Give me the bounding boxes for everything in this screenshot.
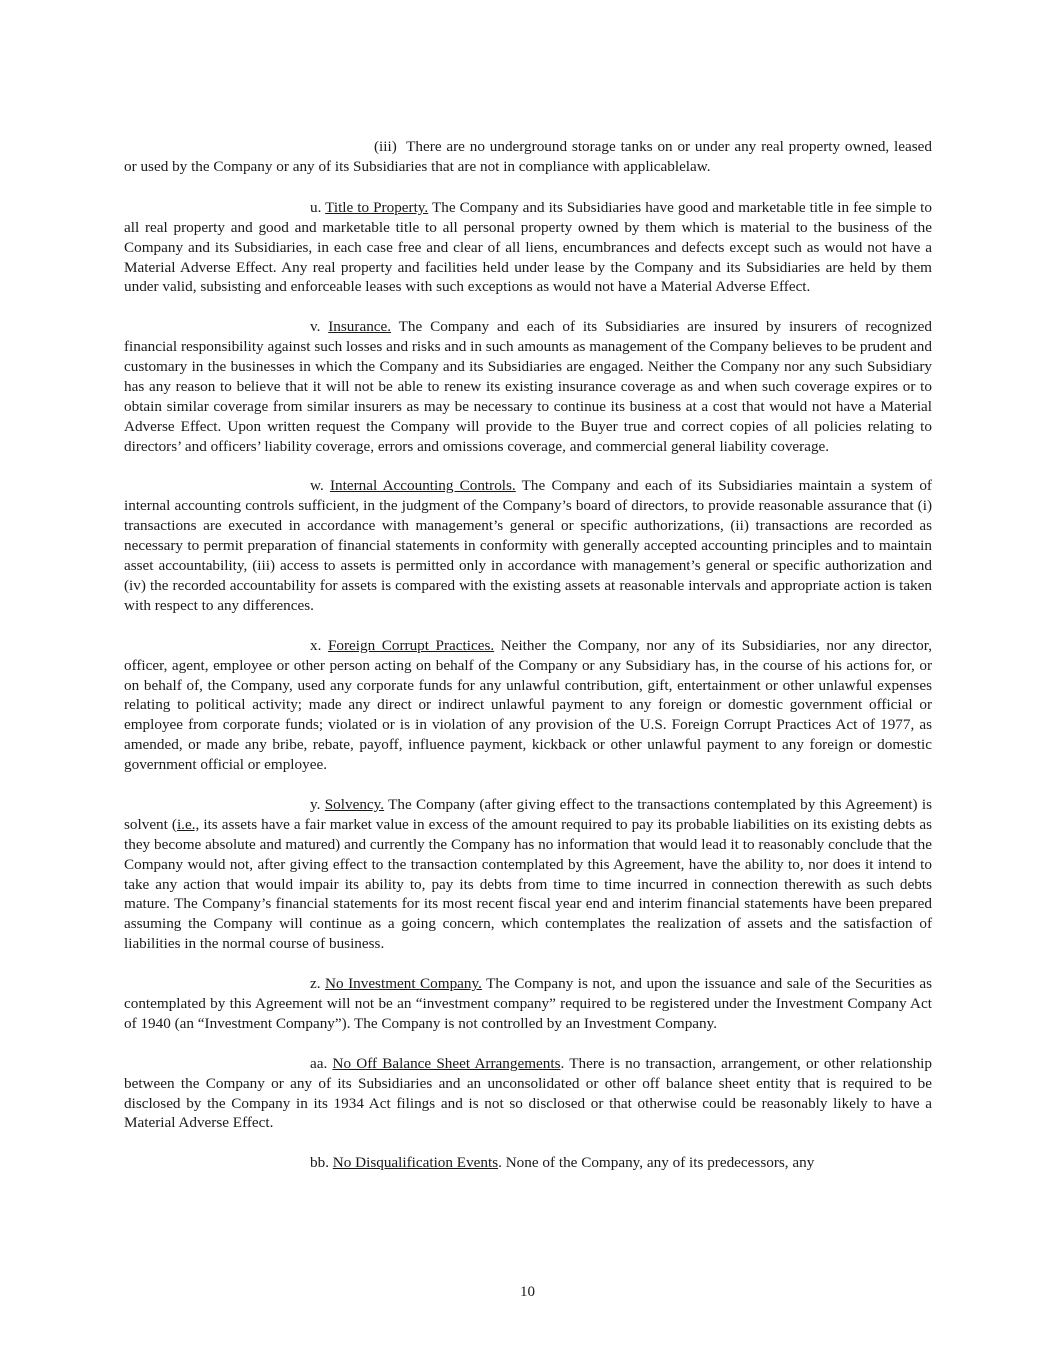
paragraph-aa (124, 1054, 932, 1134)
paragraph-text: The Company and its Subsidiaries have good and marketable title in fee simple to all real property and good and marketable title to all personal property owned by them which is material to the business of the Company and its Subsidiaries, in each case free and clear of all liens, encumbrances and defects except such as would not have a Material Adverse Effect. Any real property and facilities held under lease by the Company and its Subsidiaries are held by them under valid, subsisting and enforceable leases with such exceptions as would not have a Material Adverse Effect. (124, 198, 932, 296)
paragraph-text: The Company is not, and upon the issuance and sale of the Securities as contemplated by this Agreement will not be an “investment company” required to be registered under the Investment Company Act of 1940 (an “Investment Company”). The Company is not controlled by an Investment Company. (124, 975, 933, 1032)
paragraph-label: aa. (310, 1054, 328, 1072)
paragraph-text: . There is no transaction, arrangement, or other relationship between the Company or any of its Subsidiaries and an unconsolidated or other off balance sheet entity that is required to be disclosed by the Company in its 1934 Act filings and is not so disclosed or that otherwise could be reasonably likely to have a Material Adverse Effect. (124, 1054, 932, 1132)
section-heading-insurance: Insurance. (328, 318, 392, 336)
paragraph-iii (124, 137, 932, 177)
paragraph-text-before: The Company (after giving effect to the transactions contemplated by this Agreement) is solvent ( (124, 795, 933, 833)
paragraph-label: x. (310, 636, 322, 654)
paragraph-bb (124, 1153, 932, 1173)
ie-abbreviation: i.e., (176, 815, 200, 833)
paragraph-label: z. (310, 975, 321, 993)
section-heading-internal-accounting-controls: Internal Accounting Controls. (329, 477, 516, 495)
section-heading-no-off-balance-sheet: No Off Balance Sheet Arrangements (332, 1054, 561, 1072)
section-heading-no-investment-company: No Investment Company. (325, 975, 482, 993)
paragraph-z (124, 974, 932, 1034)
paragraph-label: bb. (310, 1154, 329, 1172)
section-heading-no-disqualification-events: No Disqualification Events (332, 1154, 499, 1172)
paragraph-label: u. (310, 198, 322, 216)
paragraph-label: v. (310, 318, 321, 336)
paragraph-text: Neither the Company, nor any of its Subsidiaries, nor any director, officer, agent, employee or other person acting on behalf of the Company or any Subsidiary has, in the course of his actions for, or on behalf of, the Company, used any corporate funds for any unlawful contribution, gift, entertainment or other unlawful expenses relating to political activity; made any direct or indirect unlawful payment to any foreign or domestic government official or employee from corporate funds; violated or is in violation of any provision of the U.S. Foreign Corrupt Practices Act of 1977, as amended, or made any bribe, rebate, payoff, influence payment, kickback or other unlawful payment to any foreign or domestic government official or employee. (124, 636, 933, 774)
paragraph-text: The Company and each of its Subsidiaries maintain a system of internal accounting controls sufficient, in the judgment of the Company’s board of directors, to provide reasonable assurance that (i) transactions are executed in accordance with management’s general or specific authorizations, (ii) transactions are recorded as necessary to permit preparation of financial statements in conformity with generally accepted accounting principles and to maintain asset accountability, (iii) access to assets is permitted only in accordance with management’s general or specific authorization and (iv) the recorded accountability for assets is compared with the existing assets at reasonable intervals and appropriate action is taken with respect to any differences. (124, 477, 932, 614)
paragraph-v (124, 317, 932, 456)
paragraph-text: There are no underground storage tanks on or under any real property owned, leased or used by the Company or any of its Subsidiaries that are not in compliance with applicablelaw. (124, 138, 932, 175)
paragraph-text: The Company and each of its Subsidiaries are insured by insurers of recognized financial responsibility against such losses and risks and in such amounts as management of the Company believes to be prudent and customary in the businesses in which the Company and its Subsidiaries are engaged. Neither the Company nor any such Subsidiary has any reason to believe that it will not be able to renew its existing insurance coverage as and when such coverage expires or to obtain similar coverage from similar insurers as may be necessary to continue its business at a cost that would not have a Material Adverse Effect. Upon written request the Company will provide to the Buyer true and correct copies of all policies relating to directors’ and officers’ liability coverage, errors and omissions coverage, and commercial general liability coverage. (124, 318, 933, 455)
paragraph-y (124, 795, 932, 954)
section-heading-title-to-property: Title to Property. (325, 198, 429, 216)
page-number: 10 (520, 1284, 535, 1300)
paragraph-x (124, 636, 932, 775)
paragraph-w (124, 476, 932, 615)
section-heading-foreign-corrupt-practices: Foreign Corrupt Practices. (327, 636, 495, 654)
paragraph-label: (iii) (374, 138, 397, 155)
paragraph-label: w. (310, 477, 324, 495)
paragraph-text: its assets have a fair market value in excess of the amount required to pay its probable liabilities on its existing debts as they become absolute and matured) and currently the Company has no information that would lead it to reasonably conclude that the Company would not, after giving effect to the transaction contemplated by this Agreement, have the ability to, nor does it intend to take any action that would impair its ability to, pay its debts from time to time incurred in connection therewith as such debts mature. The Company’s financial statements for its most recent fiscal year end and interim financial statements have been prepared assuming the Company will continue as a going concern, which contemplates the realization of assets and the satisfaction of liabilities in the normal course of business. (124, 815, 933, 953)
paragraph-text: . None of the Company, any of its predecessors, any (498, 1154, 815, 1172)
section-heading-solvency: Solvency. (324, 795, 385, 813)
paragraph-u (124, 198, 932, 298)
paragraph-label: y. (310, 795, 321, 813)
document-page (124, 137, 932, 1173)
